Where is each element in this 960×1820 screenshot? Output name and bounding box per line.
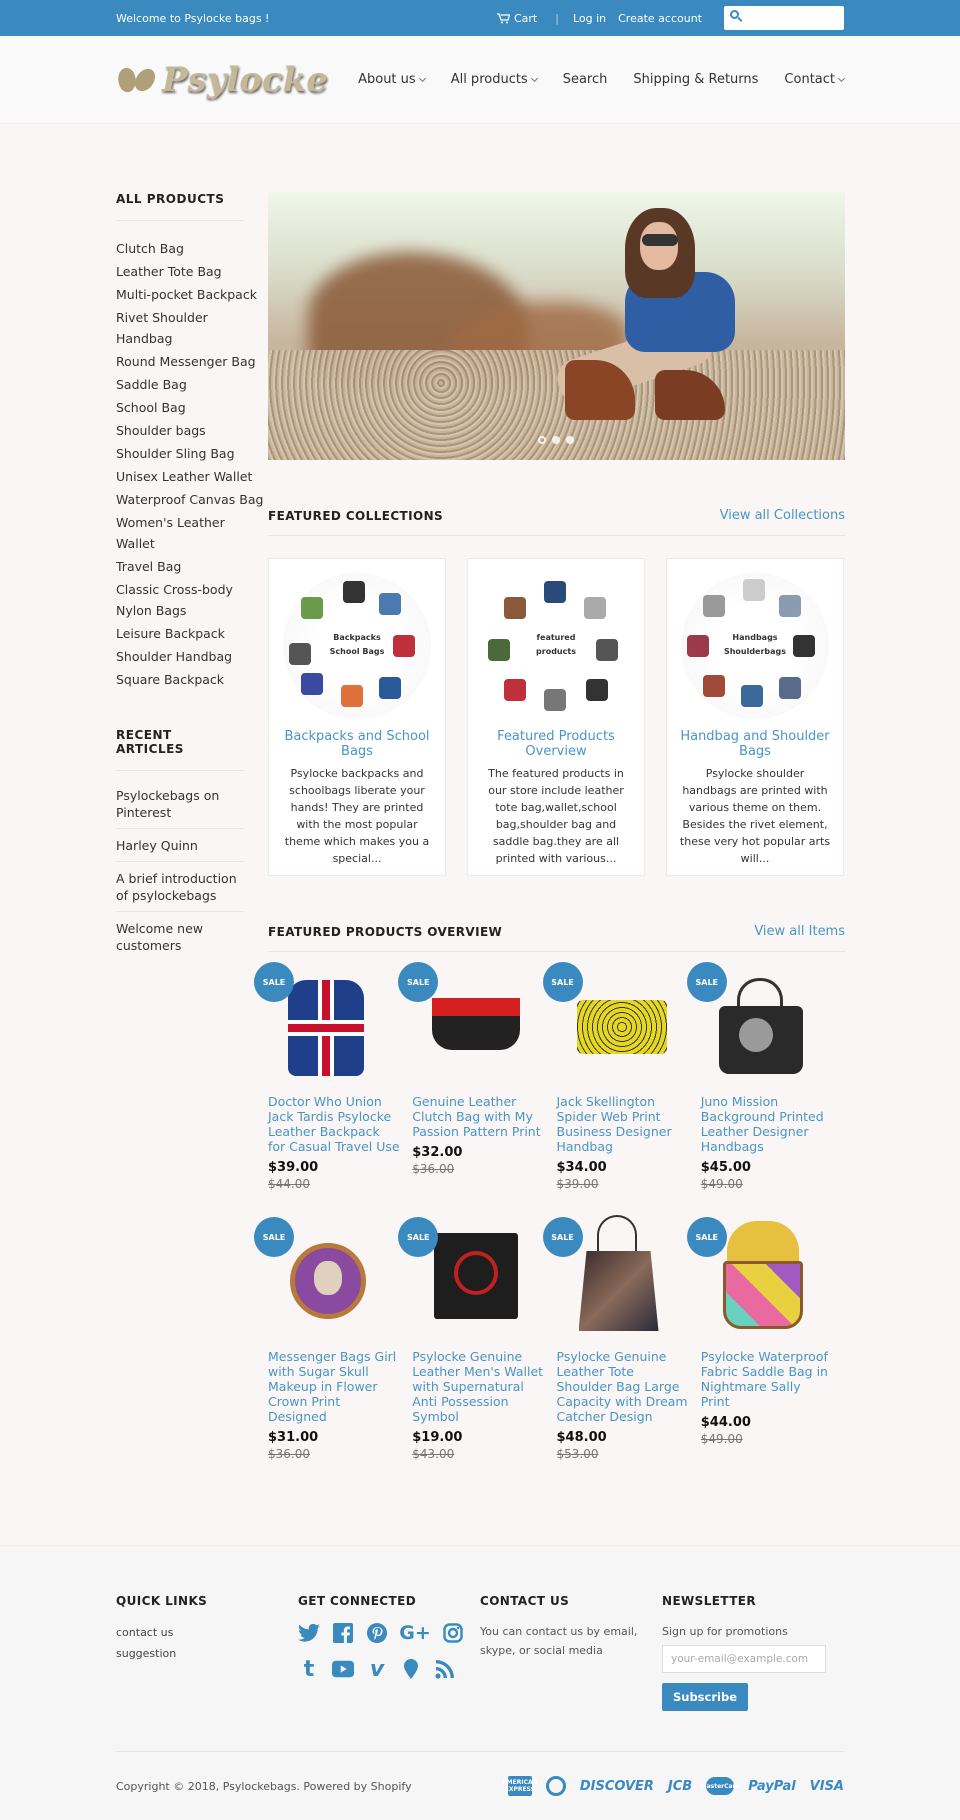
product-old-price: $36.00 xyxy=(412,1162,455,1176)
product-old-price: $53.00 xyxy=(556,1447,599,1461)
nav-label: Contact xyxy=(784,72,835,87)
collection-grid xyxy=(268,558,845,876)
collection-image xyxy=(283,573,431,719)
product-price: $19.00 xyxy=(412,1430,463,1445)
collection-card[interactable] xyxy=(467,558,645,876)
sidebar-item[interactable]: Women's Leather Wallet xyxy=(116,515,225,551)
contact-us-text: You can contact us by email, skype, or social media xyxy=(480,1625,638,1657)
visa-icon: VISA xyxy=(809,1778,844,1794)
collection-title[interactable]: Backpacks and School Bags xyxy=(284,729,430,759)
newsletter-email-input[interactable]: your-email@example.com xyxy=(662,1645,826,1673)
featured-products-title: FEATURED PRODUCTS OVERVIEW xyxy=(268,925,503,939)
product-name[interactable]: Psylocke Genuine Leather Tote Shoulder Bag Large Capacity with Dream Catcher Design xyxy=(556,1349,688,1424)
product-card[interactable] xyxy=(551,1207,701,1462)
footer-link-suggestion[interactable]: suggestion xyxy=(116,1647,177,1660)
sidebar-item[interactable]: Round Messenger Bag xyxy=(116,354,256,369)
collection-card[interactable] xyxy=(666,558,844,876)
main-content xyxy=(262,169,845,1462)
product-name[interactable]: Juno Mission Background Printed Leather Designer Handbags xyxy=(700,1094,824,1154)
product-name[interactable]: Jack Skellington Spider Web Print Business Designer Handbag xyxy=(556,1094,672,1154)
sale-badge: SALE xyxy=(687,962,727,1002)
product-price: $31.00 xyxy=(268,1430,319,1445)
newsletter-text: Sign up for promotions xyxy=(662,1625,788,1638)
newsletter-column xyxy=(662,1594,844,1711)
sidebar-item[interactable]: Shoulder bags xyxy=(116,423,206,438)
product-old-price: $36.00 xyxy=(268,1447,310,1461)
product-old-price: $44.00 xyxy=(268,1177,310,1191)
rss-icon[interactable] xyxy=(434,1658,456,1680)
butterfly-logo-icon xyxy=(116,66,156,94)
product-old-price: $49.00 xyxy=(700,1177,743,1191)
product-card[interactable] xyxy=(406,1207,556,1462)
sidebar-item[interactable]: Travel Bag xyxy=(116,559,182,574)
collection-image-label: Shoulderbags xyxy=(723,647,787,656)
sidebar-item[interactable]: Square Backpack xyxy=(116,672,225,687)
collection-description: The featured products in our store include leather tote bag,wallet,school bag,shoulder bag and saddle bag.they are all printed with various... xyxy=(488,767,624,865)
sidebar-item[interactable]: Multi-pocket Backpack xyxy=(116,287,257,302)
chevron-down-icon xyxy=(838,74,845,81)
paypal-icon: PayPal xyxy=(748,1778,796,1794)
discover-icon: DISCOVER xyxy=(579,1778,654,1794)
collection-image-label: Backpacks xyxy=(333,633,381,642)
cart-icon xyxy=(497,13,510,24)
cart-label: Cart xyxy=(513,11,538,25)
featured-products-header xyxy=(268,924,845,952)
twitter-icon[interactable] xyxy=(298,1622,320,1644)
get-connected-column xyxy=(298,1594,480,1711)
social-icons xyxy=(298,1622,468,1680)
collection-description: Psylocke shoulder handbags are printed with various theme on them. Besides the rivet element, these very hot popular arts will... xyxy=(679,767,831,865)
newsletter-title: NEWSLETTER xyxy=(662,1594,757,1608)
get-connected-title: GET CONNECTED xyxy=(298,1594,417,1608)
sidebar-item[interactable]: Rivet Shoulder Handbag xyxy=(116,310,208,346)
sidebar-item[interactable]: Shoulder Handbag xyxy=(116,649,233,664)
sidebar xyxy=(116,169,264,1462)
youtube-icon[interactable] xyxy=(332,1658,354,1680)
slide-dot[interactable] xyxy=(552,436,560,444)
nav-contact[interactable] xyxy=(784,72,844,87)
product-name[interactable]: Messenger Bags Girl with Sugar Skull Makeup in Flower Crown Print Designed xyxy=(268,1349,397,1424)
sidebar-item[interactable]: Leather Tote Bag xyxy=(116,264,222,279)
featured-collections-title: FEATURED COLLECTIONS xyxy=(268,509,444,523)
amex-icon: AMERICAN EXPRESS xyxy=(508,1776,532,1796)
google-plus-icon[interactable]: G+ xyxy=(399,1622,431,1644)
sale-badge: SALE xyxy=(254,1217,294,1257)
product-price: $48.00 xyxy=(556,1430,607,1445)
collection-title[interactable]: Handbag and Shoulder Bags xyxy=(680,729,830,759)
product-card[interactable] xyxy=(262,1207,412,1462)
facebook-icon[interactable] xyxy=(332,1622,354,1644)
product-price: $39.00 xyxy=(268,1160,319,1175)
model-photo xyxy=(595,200,745,430)
logo[interactable] xyxy=(116,60,328,100)
chevron-down-icon xyxy=(531,74,538,81)
main-nav xyxy=(328,72,844,87)
recent-articles-list xyxy=(116,779,244,961)
collection-image xyxy=(482,573,630,719)
article-link[interactable]: Welcome new customers xyxy=(116,921,203,953)
contact-us-column xyxy=(480,1594,662,1711)
site-header xyxy=(0,36,960,124)
site-footer xyxy=(0,1545,960,1820)
article-link[interactable]: Psylockebags on Pinterest xyxy=(116,779,244,829)
sale-badge: SALE xyxy=(254,962,294,1002)
product-old-price: $43.00 xyxy=(412,1447,455,1461)
periscope-icon[interactable] xyxy=(400,1658,422,1680)
featured-collections-header xyxy=(268,508,845,536)
pinterest-icon[interactable] xyxy=(366,1622,388,1644)
sidebar-item[interactable]: Leisure Backpack xyxy=(116,626,225,641)
create-account-link[interactable]: Create account xyxy=(618,11,702,25)
product-row xyxy=(262,952,845,1207)
product-price: $34.00 xyxy=(556,1160,607,1175)
search-icon xyxy=(730,10,739,19)
nav-about-us[interactable] xyxy=(358,72,425,87)
sidebar-item[interactable]: School Bag xyxy=(116,400,186,415)
diners-club-icon xyxy=(546,1776,566,1796)
cart-link[interactable] xyxy=(497,12,537,25)
slideshow-dots xyxy=(538,436,574,444)
subscribe-button[interactable]: Subscribe xyxy=(662,1683,748,1711)
collection-description: Psylocke backpacks and schoolbags liberate your hands! They are printed with the most popular theme which makes you a special... xyxy=(284,767,430,865)
login-link[interactable]: Log in xyxy=(572,11,607,25)
product-price: $32.00 xyxy=(412,1145,463,1160)
product-price: $44.00 xyxy=(700,1415,751,1430)
sidebar-item[interactable]: Clutch Bag xyxy=(116,241,184,256)
quick-links-title: QUICK LINKS xyxy=(116,1594,208,1608)
sale-badge: SALE xyxy=(398,1217,438,1257)
product-category-list xyxy=(116,229,266,691)
view-all-collections-link[interactable]: View all Collections xyxy=(719,508,845,523)
product-name[interactable]: Doctor Who Union Jack Tardis Psylocke Leather Backpack for Casual Travel Use xyxy=(268,1094,400,1154)
collection-image-label: School Bags xyxy=(329,647,385,656)
contact-us-title: CONTACT US xyxy=(480,1594,570,1608)
product-card[interactable] xyxy=(695,1207,845,1462)
nav-label: Shipping & Returns xyxy=(633,72,759,87)
chevron-down-icon xyxy=(419,74,426,81)
separator: | xyxy=(555,11,559,25)
nav-label: About us xyxy=(358,72,416,87)
collection-image-label: featured xyxy=(536,633,576,642)
search-input[interactable] xyxy=(724,6,844,30)
copyright-text: Copyright © 2018, Psylockebags. Powered by Shopify xyxy=(116,1779,412,1793)
product-price: $45.00 xyxy=(700,1160,751,1175)
sale-badge: SALE xyxy=(398,962,438,1002)
product-old-price: $39.00 xyxy=(556,1177,599,1191)
nav-shipping-returns[interactable] xyxy=(633,72,758,87)
product-name[interactable]: Psylocke Genuine Leather Men's Wallet with Supernatural Anti Possession Symbol xyxy=(412,1349,544,1424)
top-bar xyxy=(0,0,960,36)
product-card[interactable] xyxy=(406,952,556,1207)
instagram-icon[interactable] xyxy=(442,1622,464,1644)
sidebar-item[interactable]: Classic Cross-body Nylon Bags xyxy=(116,582,233,618)
article-link[interactable]: Harley Quinn xyxy=(116,829,244,862)
footer-bottom xyxy=(116,1751,844,1796)
welcome-text: Welcome to Psylocke bags ! xyxy=(116,11,270,25)
nav-all-products[interactable] xyxy=(451,72,537,87)
view-all-items-link[interactable]: View all Items xyxy=(754,924,845,939)
product-card[interactable] xyxy=(695,952,845,1207)
slide-dot[interactable] xyxy=(538,436,546,444)
slide-dot[interactable] xyxy=(566,436,574,444)
recent-articles-title: RECENT ARTICLES xyxy=(116,705,244,771)
product-old-price: $49.00 xyxy=(700,1432,743,1446)
mastercard-icon: MasterCard xyxy=(706,1777,734,1795)
collection-card[interactable] xyxy=(268,558,446,876)
product-row xyxy=(262,1207,845,1462)
logo-text: Psylocke xyxy=(162,59,328,100)
payment-icons xyxy=(502,1776,844,1796)
product-name[interactable]: Psylocke Waterproof Fabric Saddle Bag in Nightmare Sally Print xyxy=(700,1349,828,1409)
collection-image-label: products xyxy=(536,647,576,656)
hero-slideshow[interactable] xyxy=(268,192,845,460)
jcb-icon: JCB xyxy=(667,1778,693,1794)
product-card[interactable] xyxy=(262,952,412,1207)
sidebar-item[interactable]: Unisex Leather Wallet xyxy=(116,469,253,484)
nav-label: All products xyxy=(450,72,528,87)
sale-badge: SALE xyxy=(543,1217,583,1257)
collection-title[interactable]: Featured Products Overview xyxy=(497,729,615,759)
product-card[interactable] xyxy=(551,952,701,1207)
all-products-title: ALL PRODUCTS xyxy=(116,169,244,221)
product-name[interactable]: Genuine Leather Clutch Bag with My Passion Pattern Print xyxy=(412,1094,541,1139)
sale-badge: SALE xyxy=(687,1217,727,1257)
sidebar-item[interactable]: Saddle Bag xyxy=(116,377,187,392)
collection-image-label: Handbags xyxy=(732,633,778,642)
nav-search[interactable] xyxy=(563,72,608,87)
footer-link-contact-us[interactable]: contact us xyxy=(116,1626,174,1639)
vimeo-icon[interactable]: v xyxy=(369,1656,385,1682)
article-link[interactable]: A brief introduction of psylockebags xyxy=(116,862,244,912)
sidebar-item[interactable]: Shoulder Sling Bag xyxy=(116,446,235,461)
collection-image xyxy=(681,573,829,719)
sidebar-item[interactable]: Waterproof Canvas Bag xyxy=(116,492,264,507)
sale-badge: SALE xyxy=(543,962,583,1002)
nav-label: Search xyxy=(562,72,608,87)
tumblr-icon[interactable]: t xyxy=(303,1656,315,1682)
quick-links-column xyxy=(116,1594,298,1711)
